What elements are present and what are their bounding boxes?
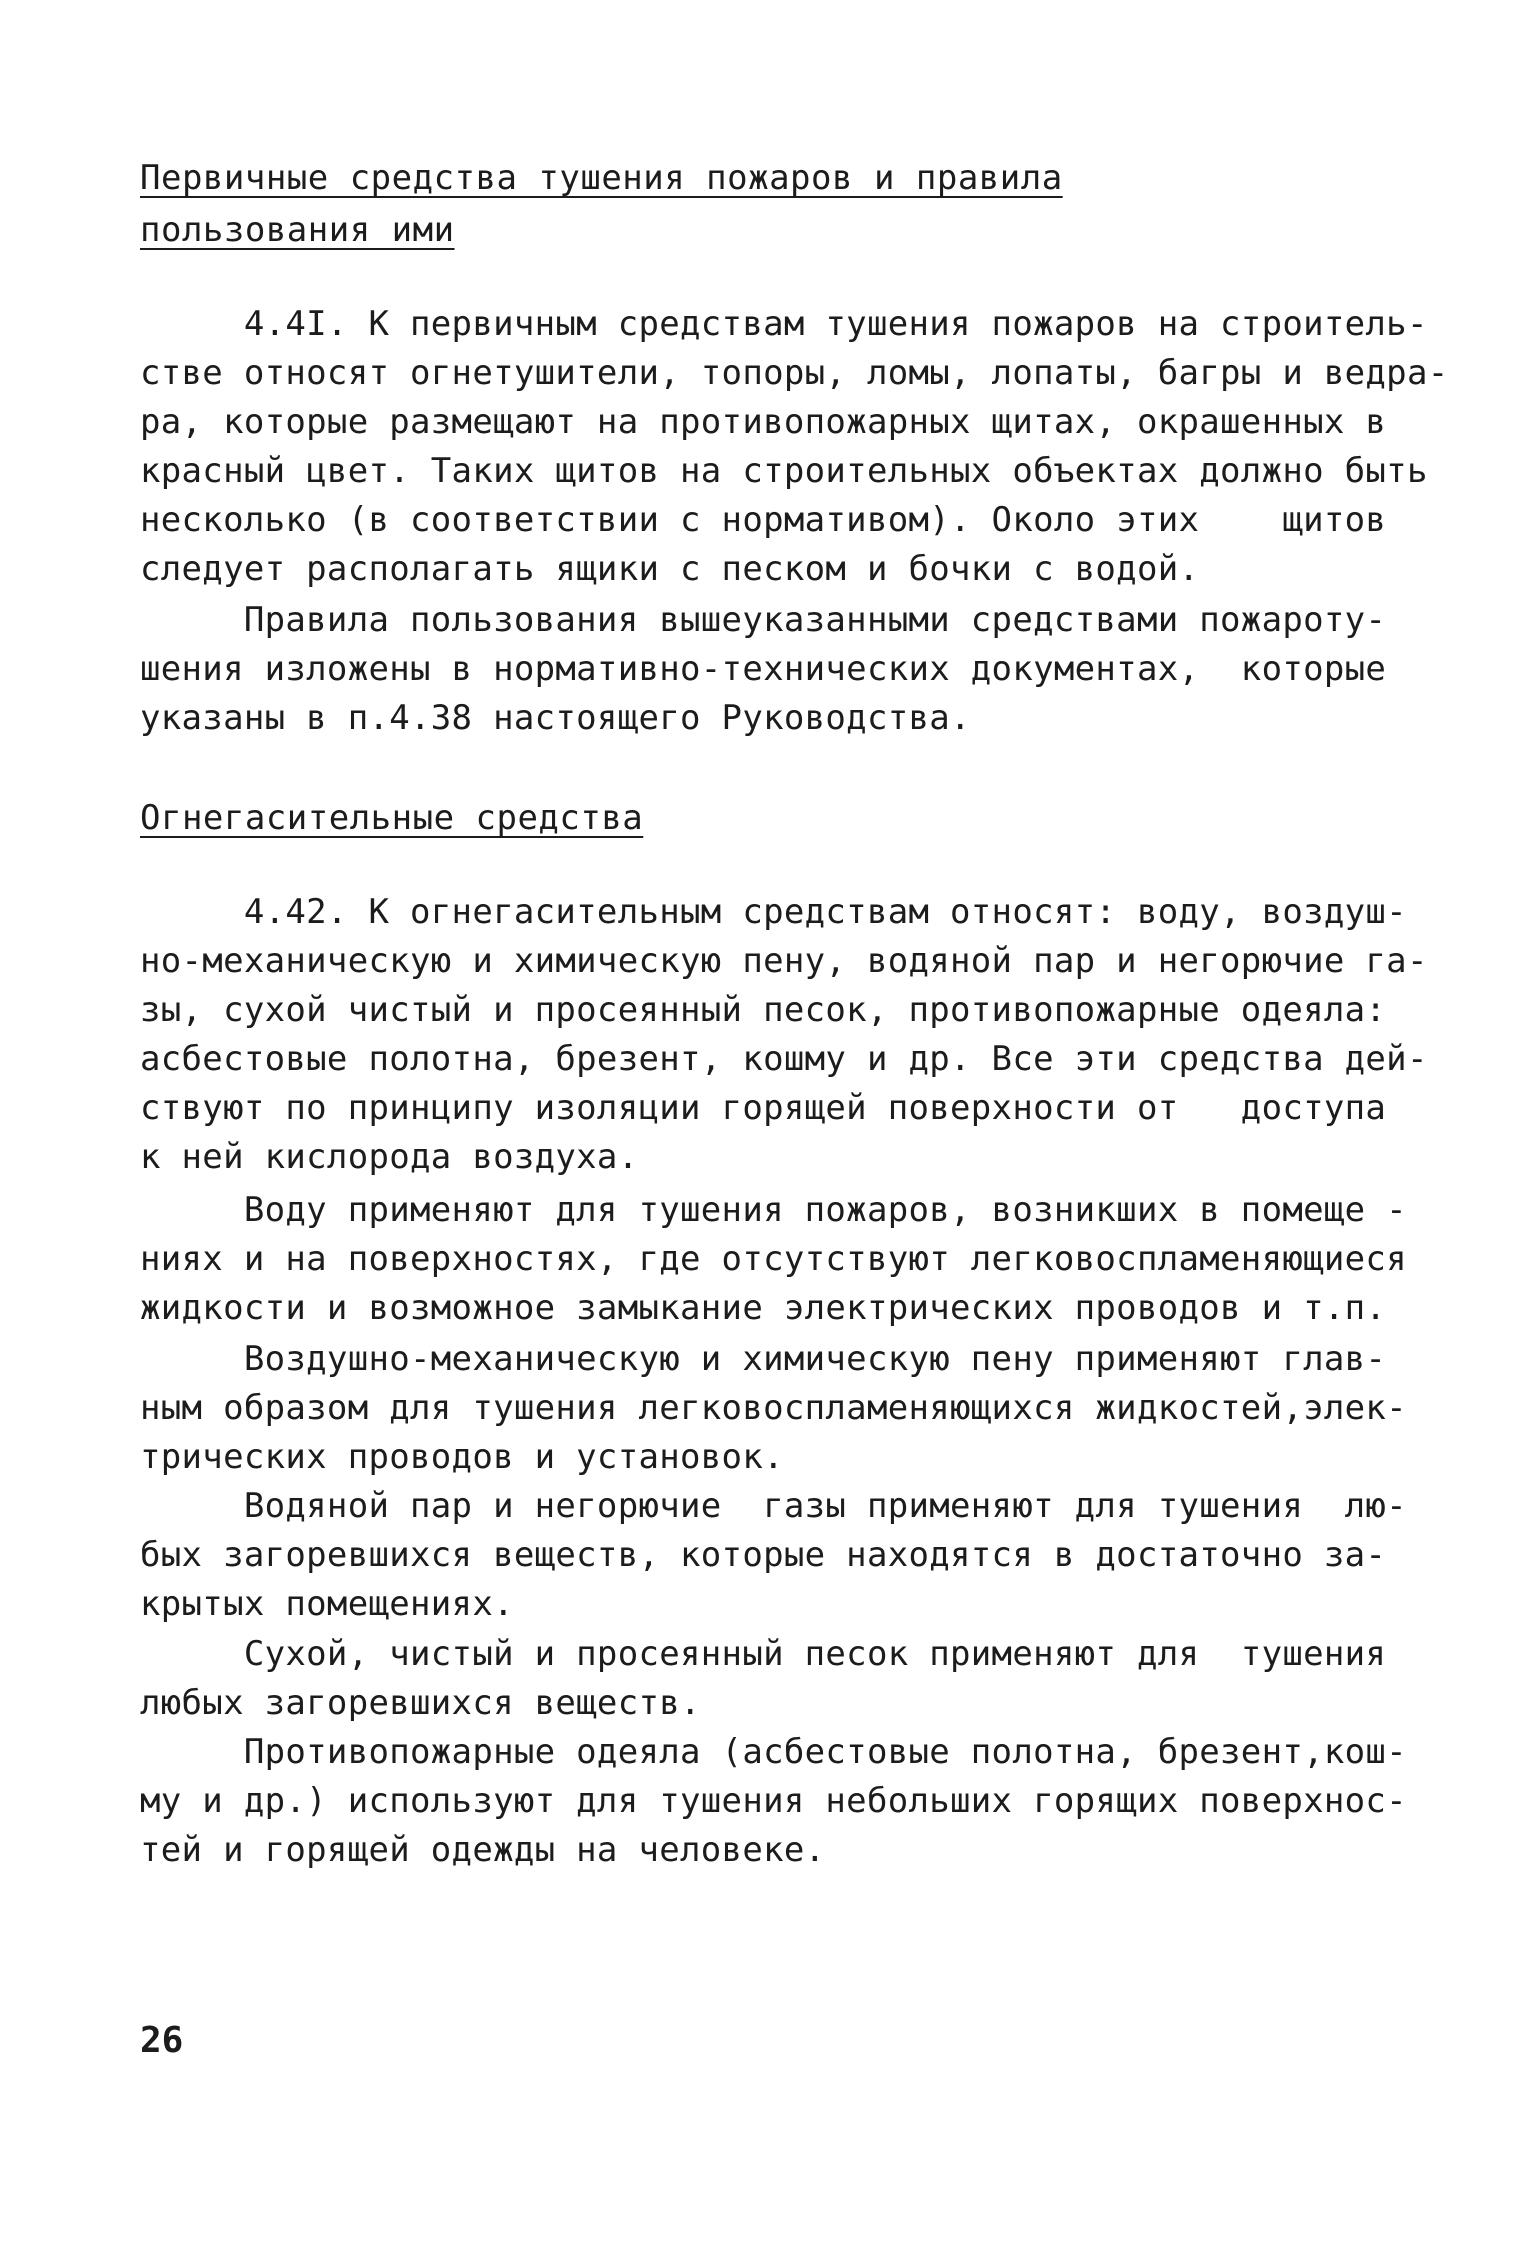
text-line: любых загоревшихся веществ. [140,1683,701,1723]
text-line: бых загоревшихся веществ, которые находятся в достаточно за- [140,1535,1387,1575]
text-line: но-механическую и химическую пену, водяной пар и негорючие га- [140,941,1428,981]
paragraph-water [140,1186,1407,1333]
text-line: крытых помещениях. [140,1584,514,1624]
page-number: 26 [140,2020,184,2061]
text-line: ниях и на поверхностях, где отсутствуют легковоспламеняющиеся [140,1239,1407,1279]
heading-line: пользования ими [140,210,455,250]
section-heading-primary-means [140,152,1063,256]
text-line: 4.42. К огнегасительным средствам относят: воду, воздуш- [140,892,1407,932]
text-line: ствуют по принципу изоляции горящей поверхности от доступа [140,1088,1387,1128]
paragraph-steam-gases [140,1482,1407,1629]
text-line: несколько (в соответствии с нормативом). Около этих щитов [140,500,1387,540]
text-line: 4.4I. К первичным средствам тушения пожаров на строитель- [140,304,1428,344]
text-line: к ней кислорода воздуха. [140,1137,639,1177]
paragraph-4-42 [140,888,1428,1182]
text-line: Воду применяют для тушения пожаров, возникших в помеще - [140,1190,1407,1230]
section-heading-extinguishing-agents [140,792,643,844]
text-line: зы, сухой чистый и просеянный песок, противопожарные одеяла: [140,990,1387,1030]
text-line: следует располагать ящики с песком и бочки с водой. [140,549,1200,589]
text-line: ным образом для тушения легковоспламеняющихся жидкостей,элек- [140,1388,1407,1428]
text-line: жидкости и возможное замыкание электрических проводов и т.п. [140,1288,1387,1328]
text-line: Сухой, чистый и просеянный песок применяют для тушения [140,1634,1387,1674]
text-line: указаны в п.4.38 настоящего Руководства. [140,698,971,738]
paragraph-foam [140,1335,1407,1482]
text-line: Противопожарные одеяла (асбестовые полотна, брезент,кош- [140,1732,1407,1772]
paragraph-blankets [140,1728,1407,1875]
heading-line: Огнегасительные средства [140,798,644,838]
text-line: тей и горящей одежды на человеке. [140,1830,826,1870]
text-line: стве относят огнетушители, топоры, ломы, лопаты, багры и ведра- [140,353,1449,393]
text-line: Водяной пар и негорючие газы применяют для тушения лю- [140,1486,1407,1526]
text-line: ра, которые размещают на противопожарных щитах, окрашенных в [140,402,1387,442]
text-line: шения изложены в нормативно-технических документах, которые [140,649,1387,689]
text-line: Воздушно-механическую и химическую пену применяют глав- [140,1339,1387,1379]
text-line: му и др.) используют для тушения небольших горящих поверхнос- [140,1781,1407,1821]
text-line: Правила пользования вышеуказанными средствами пожароту- [140,600,1387,640]
text-line: трических проводов и установок. [140,1437,784,1477]
heading-line: Первичные средства тушения пожаров и правила [140,158,1063,198]
paragraph-usage-rules [140,596,1386,743]
text-line: асбестовые полотна, брезент, кошму и др. Все эти средства дей- [140,1039,1428,1079]
paragraph-sand [140,1630,1386,1728]
text-line: красный цвет. Таких щитов на строительных объектах должно быть [140,451,1428,491]
paragraph-4-41 [140,300,1449,594]
